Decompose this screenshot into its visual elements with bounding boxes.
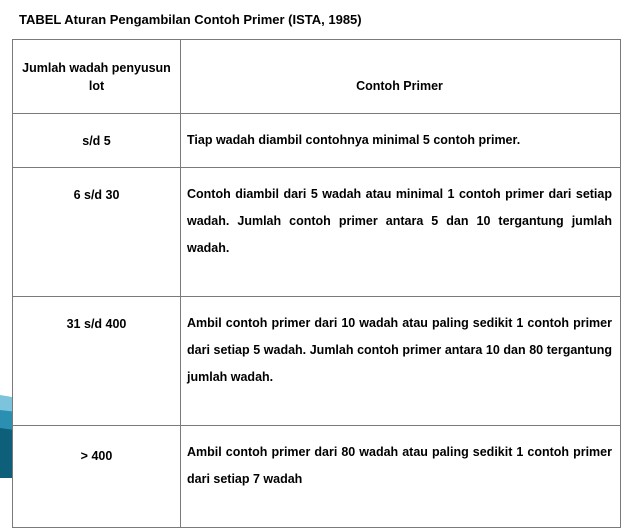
lot-size-cell: > 400 [13,426,181,528]
header-primary-sample: Contoh Primer [181,40,621,114]
header-lot-size: Jumlah wadah penyusun lot [13,40,181,114]
page-title: TABEL Aturan Pengambilan Contoh Primer (ISTA, 1985) [19,12,362,27]
table-row [13,114,621,168]
table-header-row [13,40,621,114]
rule-cell: Tiap wadah diambil contohnya minimal 5 contoh primer. [181,114,621,168]
table-row [13,168,621,297]
rule-cell: Ambil contoh primer dari 80 wadah atau paling sedikit 1 contoh primer dari setiap 7 wadah [181,426,621,528]
rule-cell: Ambil contoh primer dari 10 wadah atau paling sedikit 1 contoh primer dari setiap 5 wadah. Jumlah contoh primer antara 10 dan 80 tergantung jumlah wadah. [181,297,621,426]
rule-cell: Contoh diambil dari 5 wadah atau minimal 1 contoh primer dari setiap wadah. Jumlah contoh primer antara 5 dan 10 tergantung jumlah wadah. [181,168,621,297]
table-row [13,297,621,426]
lot-size-cell: s/d 5 [13,114,181,168]
lot-size-cell: 6 s/d 30 [13,168,181,297]
sampling-rules-table [12,39,621,528]
lot-size-cell: 31 s/d 400 [13,297,181,426]
table-row [13,426,621,528]
